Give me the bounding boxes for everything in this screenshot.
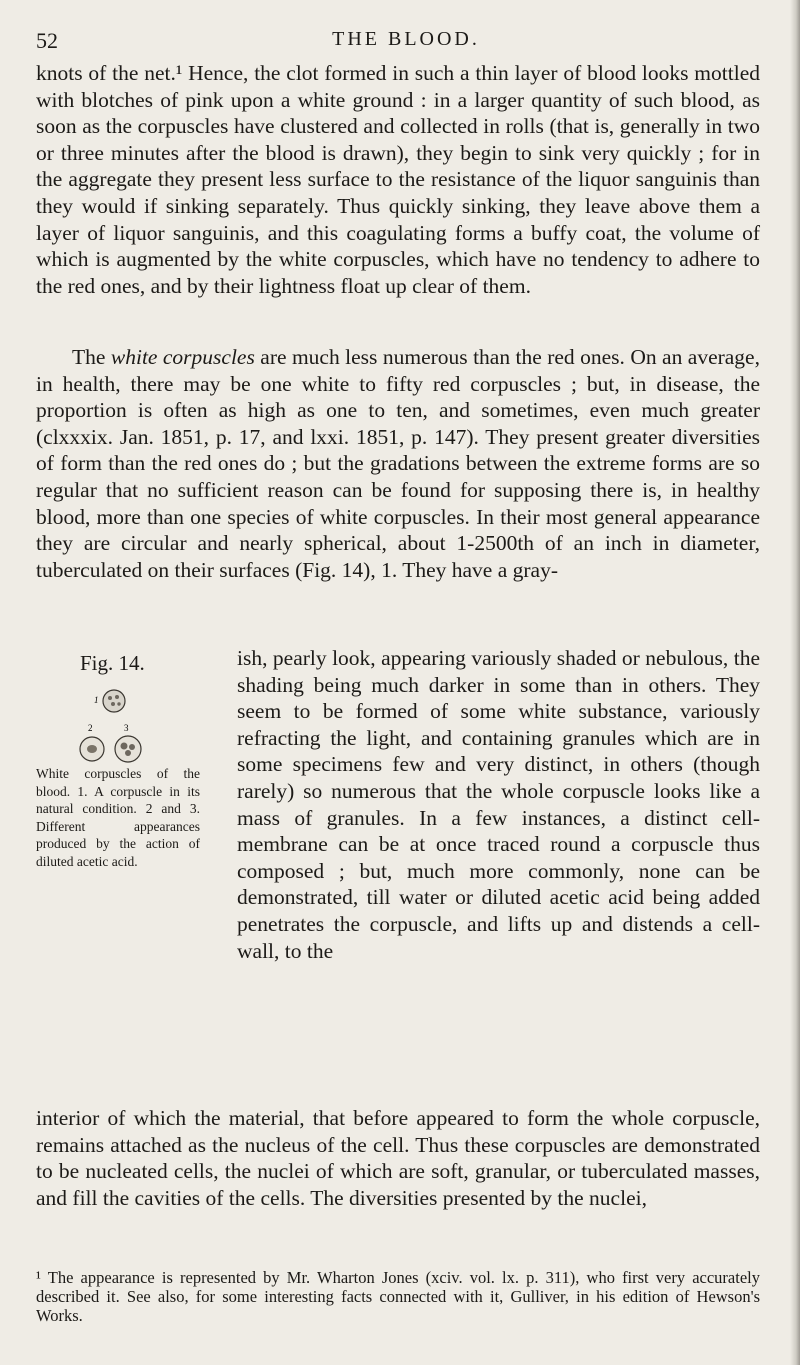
figure-number-3: 3 [124, 723, 129, 733]
page-edge-shadow [790, 0, 800, 1365]
paragraph-lead: The [72, 345, 111, 369]
paragraph-continuation: interior of which the material, that before appeared to form the whole corpuscle, remains attached as the nucleus of the cell. Thus these corpuscles are demonstrated to be nucleated cells, the nuclei of which are soft, granular, or tuberculated masses, and fill the cavities of the cells. The diversities presented by the nuclei, [36, 1106, 760, 1210]
figure-caption: White corpuscles of the blood. 1. A corpuscle in its natural condition. 2 and 3. Different appearances produced by the action of diluted acetic acid. [36, 766, 200, 869]
corpuscle-acid-3-icon [115, 736, 141, 762]
page-number: 52 [36, 28, 58, 53]
paragraph-beside-figure: ish, pearly look, appearing variously shaded or nebulous, the shading being much darker in some than in others. They seem to be formed of some white substance, variously refracting the light, and containing granules which are in some specimens few and very distinct, in others (though rarely) so numerous that the whole corpuscle looks like a mass of granules. In a few instances, a distinct cell-membrane can be at once traced round a corpuscle thus composed ; but, much more commonly, none can be demonstrated, till water or diluted acetic acid being added penetrates the corpuscle, and lifts up and distends a cell-wall, to the [237, 646, 760, 963]
page-header [36, 28, 776, 56]
figure-label: Fig. 14. [80, 651, 145, 675]
footnote: ¹ The appearance is represented by Mr. Wharton Jones (xciv. vol. lx. p. 311), who first very accurately described it. See also, for some interesting facts connected with it, Gulliver, in his edition of Hewson's Works. [36, 1268, 760, 1325]
white-corpuscles-italic: white corpuscles [110, 345, 255, 369]
running-head: THE BLOOD. [332, 28, 480, 50]
figure-14 [36, 645, 206, 1105]
paragraph-white-corpuscles [36, 344, 760, 583]
figure-number-1: 1 [94, 695, 99, 705]
paragraph-body: are much less numerous than the red ones. On an average, in health, there may be one white to fifty red corpuscles ; but, in disease, the proportion is often as high as one to ten, and sometimes, even much greater (clxxxix. Jan. 1851, p. 17, and lxxi. 1851, p. 147). They present greater diversities of form than the red ones do ; but the gradations between the extreme forms are so regular that no sufficient reason can be found for supposing there is, in healthy blood, more than one species of white corpuscles. In their most general appearance they are circular and nearly spherical, about 1-2500th of an inch in diameter, tuberculated on their surfaces (Fig. 14), 1. They have a gray- [36, 345, 760, 582]
figure-number-2: 2 [88, 723, 93, 733]
corpuscle-natural-icon [103, 690, 125, 712]
paragraph-buffy-coat: knots of the net.¹ Hence, the clot formed in such a thin layer of blood looks mottled with blotches of pink upon a white ground : in a larger quantity of such blood, as soon as the corpuscles have clustered and collected in rolls (that is, generally in two or three minutes after the blood is drawn), they begin to sink very quickly ; for in the aggregate they present less surface to the resistance of the liquor sanguinis than they would if sinking separately. Thus quickly sinking, they leave above them a layer of liquor sanguinis, and this coagulating forms a buffy coat, the volume of which is augmented by the white corpuscles, which have no tendency to adhere to the red ones, and by their lightness float up clear of them. [36, 61, 760, 298]
